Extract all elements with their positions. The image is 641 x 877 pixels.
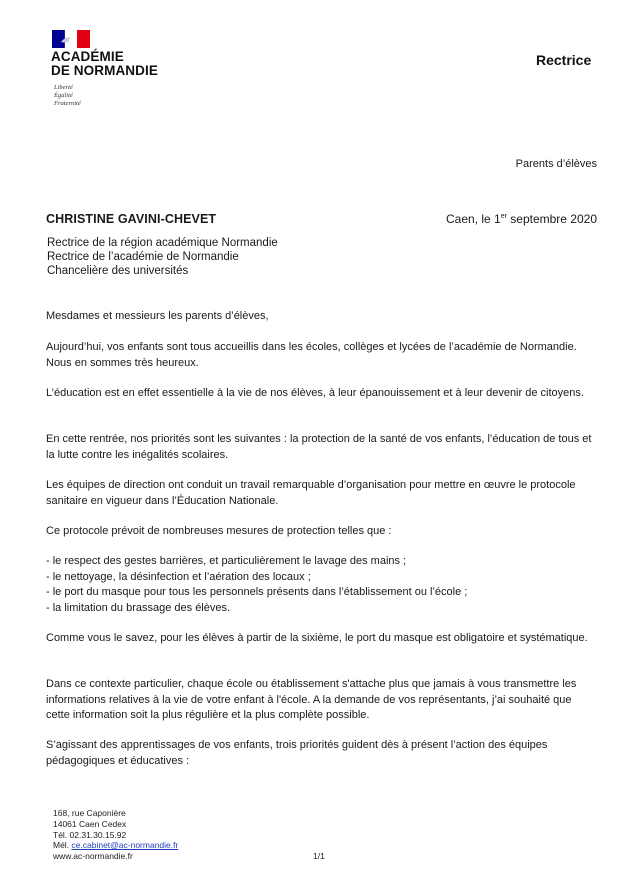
paragraph-8: S’agissant des apprentissages de vos enfants, trois priorités guident dès à présent l’action des équipes pédagogiques et éducatives : — [46, 739, 548, 767]
date-prefix: Caen, le 1 — [446, 212, 501, 226]
paragraph-4: Les équipes de direction ont conduit un travail remarquable d’organisation pour mettre en œuvre le protocole sanitaire en vigueur dans l’Éducation Nationale. — [46, 479, 576, 507]
paragraph-5: Ce protocole prévoit de nombreuses mesures de protection telles que : — [46, 525, 392, 537]
date-sup: er — [500, 213, 507, 220]
list-item: - le port du masque pour tous les personnels présents dans l’établissement ou l’école ; — [46, 586, 468, 598]
email-prefix: Mél. — [53, 840, 72, 851]
marianne-flag-logo — [52, 30, 90, 48]
motto-liberte: Liberté — [54, 84, 73, 91]
recipient: Parents d’élèves — [515, 158, 597, 170]
address-line: 168, rue Caponière — [53, 808, 126, 818]
address-line: 14061 Caen Cedex — [53, 818, 127, 829]
paragraph-6: Comme vous le savez, pour les élèves à partir de la sixième, le port du masque est obligatoire et systématique. — [46, 632, 588, 644]
salutation: Mesdames et messieurs les parents d’élèves, — [46, 310, 269, 322]
website: www.ac-normandie.fr — [53, 851, 133, 862]
footer-address — [53, 808, 178, 862]
academie-line-2: DE NORMANDIE — [51, 63, 158, 78]
paragraph-1: Aujourd’hui, vos enfants sont tous accueillis dans les écoles, collèges et lycées de l’académie de Normandie. Nous en sommes très heureux. — [46, 341, 577, 369]
sender-title: Chancelière des universités — [47, 265, 189, 277]
sender-title: Rectrice de l’académie de Normandie — [47, 251, 239, 263]
phone: Tél. 02.31.30.15.92 — [53, 829, 127, 840]
email-link[interactable]: ce.cabinet@ac-normandie.fr — [71, 840, 179, 851]
page-number: 1/1 — [313, 851, 325, 861]
list-item: - la limitation du brassage des élèves. — [46, 601, 231, 614]
sender-name: CHRISTINE GAVINI-CHEVET — [46, 212, 217, 226]
email-line — [53, 840, 178, 851]
paragraph-7: Dans ce contexte particulier, chaque école ou établissement s'attache plus que jamais à vous transmettre les informations relatives à la vie de votre enfant à l'école. A la demande de vos représentants, j’ai souhaité que cette information soit la plus régulière et la plus complète possible. — [46, 678, 577, 721]
paragraph-2: L’éducation est en effet essentielle à la vie de nos élèves, à leur épanouissement et à leur devenir de citoyens. — [46, 387, 584, 399]
issuer-role: Rectrice — [536, 52, 592, 68]
motto-egalite: Égalité — [54, 92, 73, 99]
academie-name — [51, 50, 158, 78]
list-item: - le nettoyage, la désinfection et l’aération des locaux ; — [46, 570, 311, 583]
letter-date — [446, 212, 597, 226]
sender-titles — [47, 236, 278, 278]
republic-motto — [54, 84, 81, 108]
list-item: - le respect des gestes barrières, et particulièrement le lavage des mains ; — [46, 555, 407, 567]
academie-line-1: ACADÉMIE — [51, 49, 124, 64]
motto-fraternite: Fraternité — [54, 100, 81, 107]
date-suffix: septembre 2020 — [506, 212, 597, 226]
measures-list — [46, 554, 598, 616]
sender-title: Rectrice de la région académique Normandie — [47, 237, 278, 249]
paragraph-3: En cette rentrée, nos priorités sont les suivantes : la protection de la santé de vos enfants, l’éducation de tous et la lutte contre les inégalités scolaires. — [46, 433, 592, 461]
